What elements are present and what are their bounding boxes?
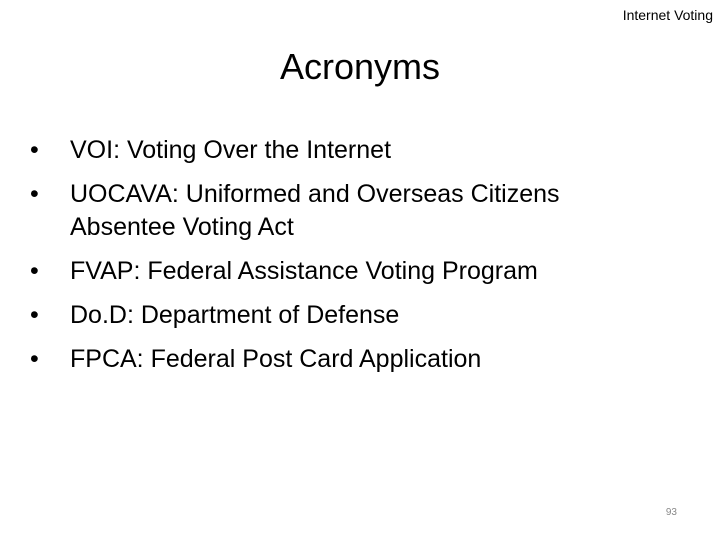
acronym-item-uocava: • UOCAVA: Uniformed and Overseas Citizens Absentee Voting Act (30, 178, 670, 244)
acronym-item-dod: • Do.D: Department of Defense (30, 299, 670, 332)
acronym-item-voi: • VOI: Voting Over the Internet (30, 134, 670, 167)
header-label: Internet Voting (622, 7, 713, 23)
page-number: 93 (665, 507, 677, 518)
acronym-item-fvap: • FVAP: Federal Assistance Voting Program (30, 255, 670, 288)
acronym-list (30, 134, 670, 387)
slide-title: Acronyms (279, 46, 441, 87)
acronym-item-fpca: • FPCA: Federal Post Card Application (30, 343, 670, 376)
